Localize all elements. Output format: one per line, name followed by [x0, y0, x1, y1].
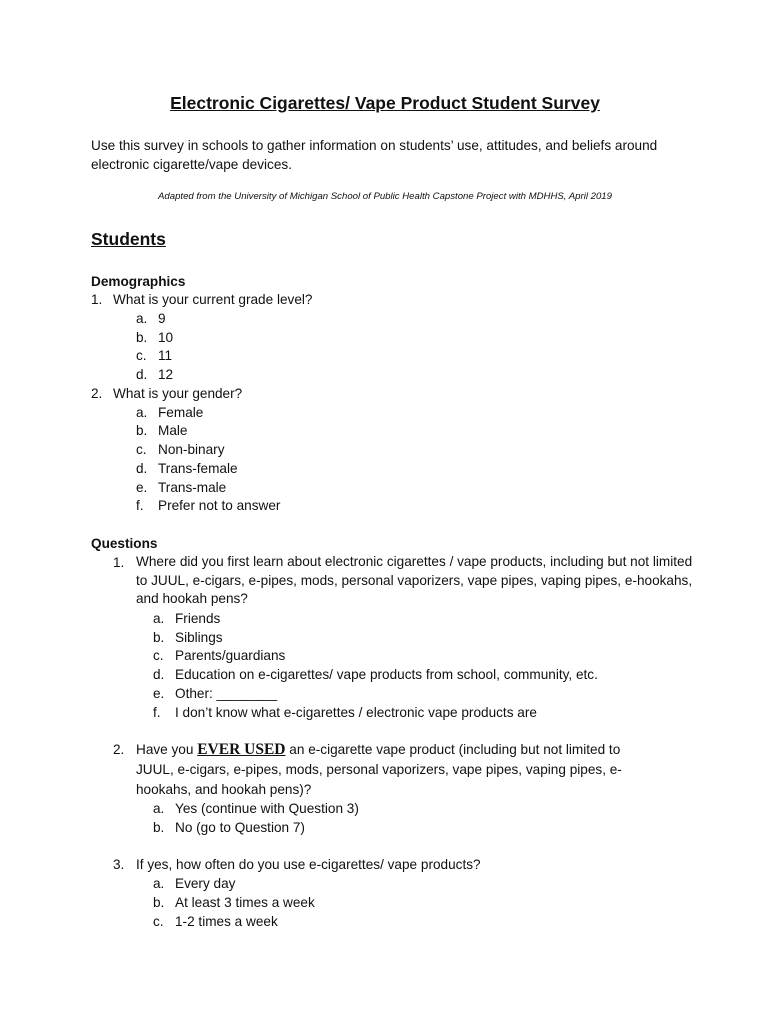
- option-text: Friends: [175, 611, 221, 626]
- option-text: Other: ________: [175, 686, 278, 701]
- source-credit: Adapted from the University of Michigan School of Public Health Capstone Project with MDHHS, April 2019: [158, 191, 612, 202]
- option-letter: a.: [153, 611, 165, 626]
- option-letter: a.: [136, 311, 148, 326]
- question-number: 2.: [113, 742, 125, 757]
- question-number: 2.: [91, 386, 103, 401]
- option-letter: c.: [153, 648, 164, 663]
- demographics-heading: Demographics: [91, 274, 186, 289]
- option-letter: f.: [153, 705, 161, 720]
- option-letter: c.: [136, 442, 147, 457]
- option-letter: b.: [153, 895, 165, 910]
- option-letter: b.: [136, 330, 148, 345]
- option-text: 9: [158, 311, 166, 326]
- option-text: Every day: [175, 876, 236, 891]
- option-letter: b.: [136, 423, 148, 438]
- question-number: 3.: [113, 857, 125, 872]
- question-number: 1.: [91, 292, 103, 307]
- option-letter: d.: [136, 461, 148, 476]
- intro-paragraph: Use this survey in schools to gather information on students’ use, attitudes, and beliefs around electronic cigarette/vape devices.: [91, 138, 658, 172]
- question-number: 1.: [113, 555, 125, 570]
- option-letter: b.: [153, 820, 165, 835]
- question-text: [136, 740, 656, 800]
- option-text: Male: [158, 423, 188, 438]
- question-text: Where did you first learn about electronic cigarettes / vape products, including but not limited to JUUL, e-cigars, e-pipes, mods, personal vaporizers, vape pipes, vaping pipes, e-hookahs, and hookah pens?: [136, 554, 693, 607]
- option-text: Trans-female: [158, 461, 238, 476]
- option-text: 1-2 times a week: [175, 914, 278, 929]
- option-text: Parents/guardians: [175, 648, 286, 663]
- questions-heading: Questions: [91, 536, 158, 551]
- option-text: Trans-male: [158, 480, 227, 495]
- option-letter: f.: [136, 498, 144, 513]
- option-text: Prefer not to answer: [158, 498, 281, 513]
- option-letter: a.: [153, 801, 165, 816]
- question-text-pre: Have you: [136, 742, 198, 757]
- document-title: Electronic Cigarettes/ Vape Product Student Survey: [170, 93, 600, 113]
- option-text: At least 3 times a week: [175, 895, 315, 910]
- question-text: If yes, how often do you use e-cigarettes/ vape products?: [136, 857, 481, 872]
- option-letter: a.: [153, 876, 165, 891]
- option-letter: e.: [136, 480, 148, 495]
- option-letter: d.: [153, 667, 165, 682]
- option-text: Yes (continue with Question 3): [175, 801, 359, 816]
- question-text: What is your current grade level?: [113, 292, 313, 307]
- option-letter: e.: [153, 686, 165, 701]
- option-text: Siblings: [175, 630, 223, 645]
- option-text: 12: [158, 367, 174, 382]
- option-letter: d.: [136, 367, 148, 382]
- option-text: Non-binary: [158, 442, 225, 457]
- option-text: 11: [158, 348, 173, 363]
- question-text: What is your gender?: [113, 386, 243, 401]
- option-letter: c.: [136, 348, 147, 363]
- option-text: I don’t know what e-cigarettes / electronic vape products are: [175, 705, 537, 720]
- option-text: Female: [158, 405, 204, 420]
- option-text: 10: [158, 330, 174, 345]
- option-letter: b.: [153, 630, 165, 645]
- question-text-post: an e-cigarette vape product (including but not limited to JUUL, e-cigars, e-pipes, mods, personal vaporizers, vape pipes, vaping pipes, e-hookahs, and hookah pens)?: [136, 742, 622, 797]
- option-text: Education on e-cigarettes/ vape products from school, community, etc.: [175, 667, 598, 682]
- emphasis-ever-used: EVER USED: [197, 741, 286, 758]
- option-letter: c.: [153, 914, 164, 929]
- option-text: No (go to Question 7): [175, 820, 305, 835]
- section-heading-students: Students: [91, 229, 166, 249]
- option-letter: a.: [136, 405, 148, 420]
